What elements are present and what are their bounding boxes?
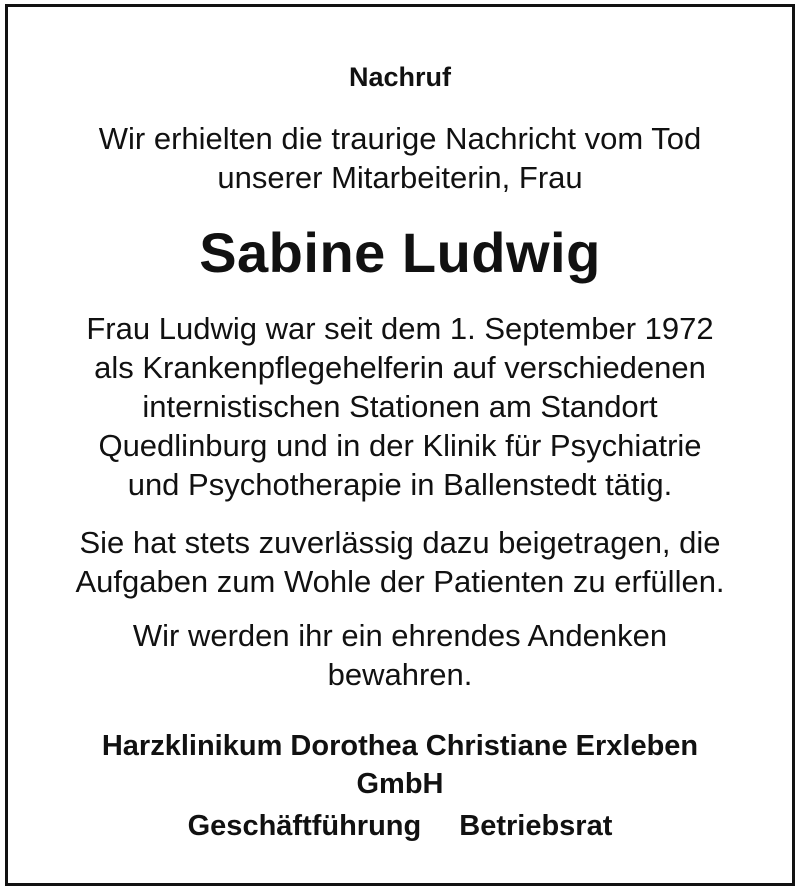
tribute-paragraph — [8, 523, 792, 601]
notice-heading: Nachruf — [348, 62, 451, 92]
intro-line: Wir erhielten die traurige Nachricht vom Tod — [98, 121, 702, 156]
paragraph-line: internistischen Stationen am Standort — [142, 389, 658, 424]
deceased-name: Sabine Ludwig — [199, 221, 601, 284]
organization-name — [8, 727, 792, 803]
paragraph-line: Wir werden ihr ein ehrendes Andenken — [132, 618, 668, 653]
paragraph-line: und Psychotherapie in Ballenstedt tätig. — [127, 467, 673, 502]
signatory-management: Geschäftführung — [187, 810, 422, 842]
signatories — [8, 807, 792, 845]
obituary-frame — [5, 4, 795, 886]
paragraph-line: Frau Ludwig war seit dem 1. September 1972 — [86, 311, 714, 346]
organization-line: Harzklinikum Dorothea Christiane Erxleben — [101, 730, 699, 762]
intro-line: unserer Mitarbeiterin, Frau — [217, 160, 583, 195]
paragraph-line: Quedlinburg und in der Klinik für Psychiatrie — [98, 428, 702, 463]
paragraph-line: Aufgaben zum Wohle der Patienten zu erfüllen. — [75, 564, 725, 599]
paragraph-line: Sie hat stets zuverlässig dazu beigetragen, die — [79, 525, 721, 560]
paragraph-line: bewahren. — [327, 657, 473, 692]
biography-paragraph — [8, 309, 792, 504]
signatory-works-council: Betriebsrat — [459, 810, 613, 842]
paragraph-line: als Krankenpflegehelferin auf verschiedenen — [94, 350, 706, 385]
intro-text — [8, 119, 792, 197]
organization-line: GmbH — [356, 768, 444, 800]
remembrance-paragraph — [8, 616, 792, 694]
